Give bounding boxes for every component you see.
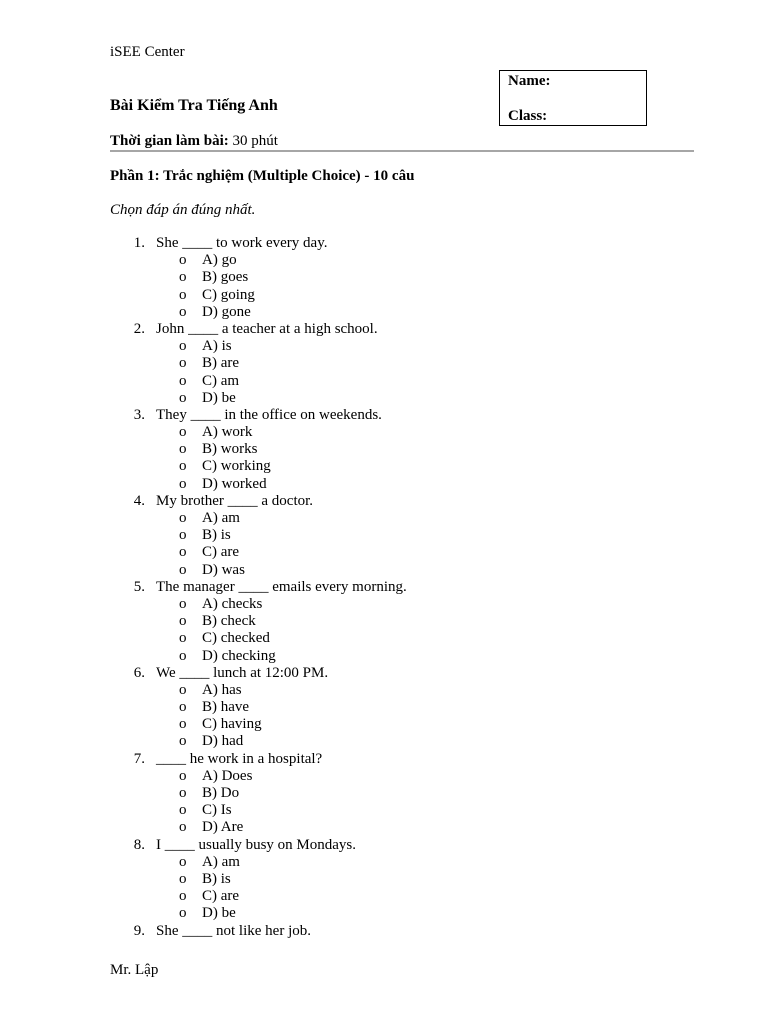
question-number: 4.: [133, 492, 145, 509]
option-text: A) am: [202, 853, 240, 870]
bullet-icon: o: [179, 372, 187, 389]
option-item: [0, 648, 768, 665]
option-text: A) Does: [202, 767, 253, 784]
time-line: [110, 133, 278, 150]
option-item: [0, 355, 768, 372]
option-text: B) have: [202, 699, 250, 716]
class-label: Class:: [508, 108, 548, 124]
option-item: [0, 733, 768, 750]
option-item: [0, 905, 768, 922]
option-text: D) had: [202, 733, 244, 750]
option-item: [0, 287, 768, 304]
option-item: [0, 527, 768, 544]
question-item: [0, 235, 768, 252]
option-text: D) be: [202, 905, 236, 922]
horizontal-divider: [110, 150, 694, 152]
option-text: B) is: [202, 870, 231, 887]
question-number: 2.: [133, 320, 145, 337]
option-item: [0, 716, 768, 733]
bullet-icon: o: [179, 870, 187, 887]
option-item: [0, 785, 768, 802]
option-text: B) goes: [202, 269, 249, 286]
option-item: [0, 252, 768, 269]
option-item: [0, 854, 768, 871]
option-item: [0, 441, 768, 458]
option-item: [0, 510, 768, 527]
bullet-icon: o: [179, 303, 187, 320]
bullet-icon: o: [179, 716, 187, 733]
question-item: [0, 837, 768, 854]
option-text: B) check: [202, 613, 256, 630]
bullet-icon: o: [179, 630, 187, 647]
option-text: B) Do: [202, 785, 240, 801]
question-item: [0, 751, 768, 768]
question-list: [0, 235, 768, 940]
test-title: Bài Kiểm Tra Tiếng Anh: [110, 97, 278, 114]
question-number: 1.: [133, 235, 145, 251]
option-item: [0, 871, 768, 888]
question-item: [0, 923, 768, 940]
option-item: [0, 373, 768, 390]
option-item: [0, 596, 768, 613]
bullet-icon: o: [179, 286, 187, 303]
option-text: C) Is: [202, 802, 232, 819]
question-number: 7.: [133, 750, 145, 767]
option-text: C) am: [202, 372, 240, 389]
option-item: [0, 768, 768, 785]
option-text: A) is: [202, 338, 232, 355]
question-text: They ____ in the office on weekends.: [156, 406, 382, 423]
bullet-icon: o: [179, 355, 187, 372]
bullet-icon: o: [179, 785, 187, 801]
bullet-icon: o: [179, 888, 187, 905]
option-text: D) checking: [202, 647, 276, 664]
option-text: A) checks: [202, 595, 263, 612]
bullet-icon: o: [179, 767, 187, 784]
option-item: [0, 304, 768, 321]
option-item: [0, 562, 768, 579]
option-text: D) was: [202, 561, 245, 578]
question-text: She ____ not like her job.: [156, 922, 311, 939]
option-text: D) gone: [202, 303, 251, 320]
bullet-icon: o: [179, 853, 187, 870]
option-text: A) go: [202, 252, 237, 269]
question-number: 3.: [133, 406, 145, 423]
question-text: We ____ lunch at 12:00 PM.: [156, 664, 329, 681]
option-item: [0, 544, 768, 561]
option-item: [0, 630, 768, 647]
bullet-icon: o: [179, 252, 187, 269]
option-item: [0, 888, 768, 905]
question-item: [0, 321, 768, 338]
time-label: Thời gian làm bài:: [110, 133, 229, 149]
bullet-icon: o: [179, 424, 187, 441]
section-instruction: Chọn đáp án đúng nhất.: [110, 202, 256, 218]
question-item: [0, 579, 768, 596]
bullet-icon: o: [179, 475, 187, 492]
option-item: [0, 819, 768, 836]
option-item: [0, 613, 768, 630]
option-item: [0, 458, 768, 475]
bullet-icon: o: [179, 561, 187, 578]
option-item: [0, 424, 768, 441]
option-item: [0, 682, 768, 699]
name-class-box: [499, 70, 647, 126]
question-text: She ____ to work every day.: [156, 235, 328, 251]
option-text: A) am: [202, 510, 240, 526]
question-number: 9.: [133, 922, 145, 939]
bullet-icon: o: [179, 458, 187, 475]
bullet-icon: o: [179, 733, 187, 750]
bullet-icon: o: [179, 681, 187, 698]
header-center-name: iSEE Center: [110, 44, 185, 60]
option-text: B) is: [202, 527, 231, 544]
question-text: My brother ____ a doctor.: [156, 492, 314, 509]
bullet-icon: o: [179, 819, 187, 836]
question-number: 6.: [133, 664, 145, 681]
bullet-icon: o: [179, 699, 187, 716]
option-text: C) going: [202, 286, 255, 303]
option-text: C) working: [202, 458, 271, 475]
question-text: ____ he work in a hospital?: [156, 750, 323, 767]
option-item: [0, 338, 768, 355]
option-text: C) checked: [202, 630, 270, 647]
bullet-icon: o: [179, 802, 187, 819]
question-text: The manager ____ emails every morning.: [156, 578, 407, 595]
bullet-icon: o: [179, 389, 187, 406]
option-text: C) are: [202, 888, 240, 905]
option-text: D) worked: [202, 475, 267, 492]
option-text: B) works: [202, 441, 258, 458]
bullet-icon: o: [179, 647, 187, 664]
option-text: C) are: [202, 544, 240, 561]
option-text: D) be: [202, 389, 236, 406]
option-item: [0, 476, 768, 493]
bullet-icon: o: [179, 441, 187, 458]
option-item: [0, 390, 768, 407]
bullet-icon: o: [179, 269, 187, 286]
question-text: I ____ usually busy on Mondays.: [156, 836, 356, 853]
option-text: A) work: [202, 424, 253, 441]
option-text: C) having: [202, 716, 262, 733]
question-number: 8.: [133, 836, 145, 853]
name-label: Name:: [508, 73, 551, 89]
bullet-icon: o: [179, 905, 187, 922]
bullet-icon: o: [179, 527, 187, 544]
question-text: John ____ a teacher at a high school.: [156, 320, 378, 337]
option-item: [0, 802, 768, 819]
bullet-icon: o: [179, 613, 187, 630]
option-text: B) are: [202, 355, 240, 372]
section-title: Phần 1: Trắc nghiệm (Multiple Choice) - 10 câu: [110, 168, 415, 184]
option-text: D) Are: [202, 819, 244, 836]
option-item: [0, 699, 768, 716]
bullet-icon: o: [179, 544, 187, 561]
bullet-icon: o: [179, 510, 187, 526]
time-value: 30 phút: [228, 133, 278, 149]
question-item: [0, 407, 768, 424]
footer-author: Mr. Lập: [110, 962, 159, 978]
bullet-icon: o: [179, 338, 187, 355]
question-number: 5.: [133, 578, 145, 595]
question-item: [0, 493, 768, 510]
bullet-icon: o: [179, 595, 187, 612]
option-item: [0, 269, 768, 286]
option-text: A) has: [202, 681, 242, 698]
question-item: [0, 665, 768, 682]
